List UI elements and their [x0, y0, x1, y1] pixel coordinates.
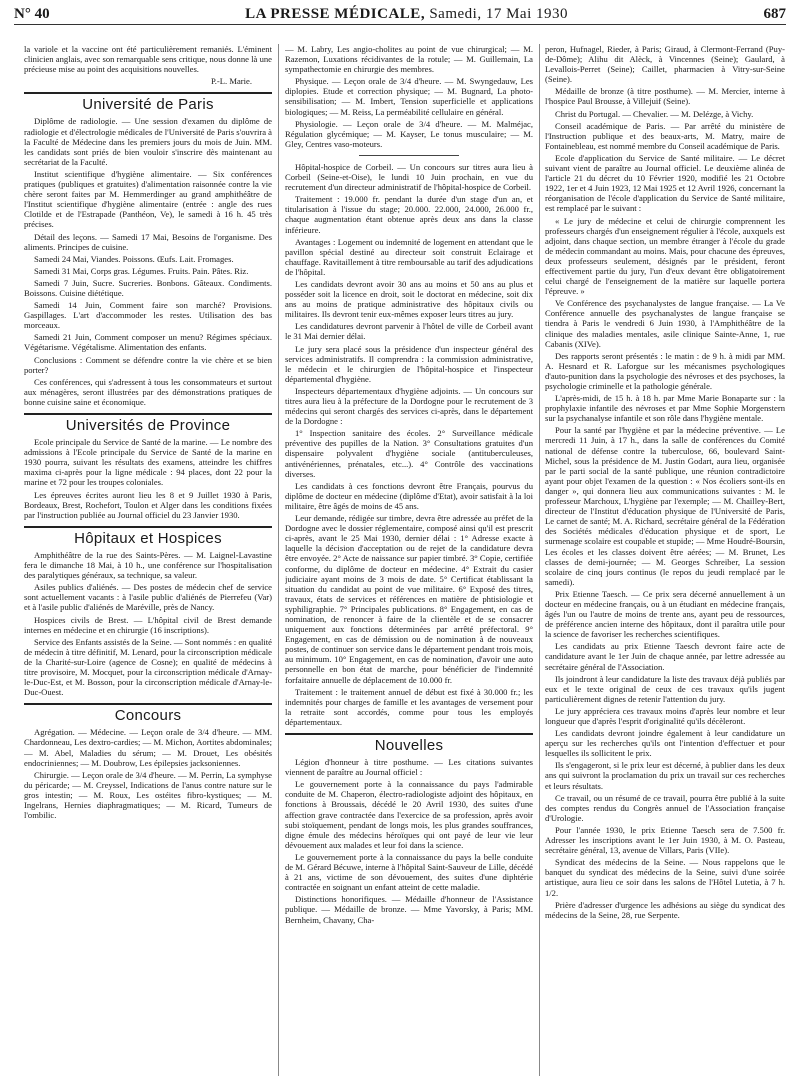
- article-prix: Prix Etienne Taesch. — Ce prix sera décerné annuellement à un docteur en médecine français, ou à un étudiant en médecine français, âgés l'un ou l'autre de moins de trente ans, ayant peu de ressources, de préférence ancien interne des hôpitaux, dont il paraîtra utile pour la science de favoriser les recherches scientifiques.: [545, 588, 785, 640]
- lesson-conclusions: Conclusions : Comment se défendre contre la vie chère et se bien porter?: [24, 354, 272, 375]
- section-rule: [24, 92, 272, 94]
- section-rule: [24, 413, 272, 415]
- column-1: [24, 44, 272, 1078]
- article-diplome: Diplôme de radiologie. — Une session d'examen du diplôme de radiologie et d'électrologie médicales de l'Université de Paris s'ouvrira à la Faculté de Médecine dans les premiers jours du mois de Juin. MM. les candidats sont priés de bien vouloir s'inscrire dès maintenant au secrétariat de la Faculté.: [24, 116, 272, 167]
- article-joindront: Ils joindront à leur candidature la liste des travaux déjà publiés par eux et le texte original de ceux de ces travaux qu'ils jugent particulièrement dignes de retenir l'attention du jury.: [545, 673, 785, 704]
- section-title-hopitaux: Hôpitaux et Hospices: [74, 529, 222, 547]
- separator: [359, 155, 458, 156]
- article-asiles: Asiles publics d'aliénés. — Des postes de médecin chef de service sont actuellement vacants : à l'asile public d'aliénés de Pierrefeu (Var) et à l'asile public d'aliénés de Maréville, près de Nancy.: [24, 582, 272, 613]
- article-gouv1: Le gouvernement porte à la connaissance du pays l'admirable conduite de M. Chaperon, électro-radiologiste adjoint des hôpitaux, en fonctions à Broussais, décédé le 20 Avril 1930, des suites d'une affection grave contractée dans l'exercice de sa profession, après avoir subi stoïquement, pendant de longs mois, les plus grandes souffrances, digne émule des médecins héroïques qui ont payé de leur vie leur dévouement aux malades et leur foi dans la science.: [285, 779, 533, 850]
- column-3: [545, 44, 785, 1078]
- article-jury-prix: Le jury appréciera ces travaux moins d'après leur nombre et leur longueur que d'après l'esprit d'originalité qu'ils décèleront.: [545, 705, 785, 726]
- article-pour-sante: Pour la santé par l'hygiène et par la médecine préventive. — Le mercredi 11 Juin, à 17 h., dans la salle de conférences du Comité national de défense contre la tuberculose, 66, boulevard Saint-Michel, sous la présidence de M. Justin Godart, aura lieu, organisée par le parti social de la santé publique, une réunion contradictoire ayant pour objet l'examen de la question : « Nos écoliers sont-ils en danger », qui donnera lieu aux communications suivantes : M. le professeur Marchoux, L'hygiène par l'exemple; — M. Chailley-Bert, directeur de l'Institut d'éducation physique de l'Université de Paris, Le carnet de santé; M. A. Richard, secrétaire général de la Fédération des Sociétés médicales d'éducation physique et de sport, Le surmenage scolaire est coupable et stupide; — Mme Houdré-Boursin, Les écoles et les classes doivent être aérées; — M. Brunet, Les classes de demi-journée; — M. Georges Schreiber, La session scolaire de cinq jours continus (le repos du jeudi remplacé par le samedi).: [545, 425, 785, 587]
- article-enfants: Service des Enfants assistés de la Seine. — Sont nommés : en qualité de médecin à titre définitif, M. Lenard, pour la circonscription médicale de la Charité-sur-Loire (agence de Cosne); en qualité de médecins à titre provisoire, M. Mocquet, pour la circonscription médicale d'Arnay-le-Duc-Est, et M. Bosson, pour la circonscription médicale d'Arnay-le-Duc-Ouest.: [24, 636, 272, 698]
- article-agregation: Agrégation. — Médecine. — Leçon orale de 3/4 d'heure. — MM. Chardonneau, Les dextro-cardies; — M. Michon, Aortites abdominales; — M. Abel, Maladies du sérum; — M. Drouet, Les obésités endocriniennes; — M. Doubrow, Les épilepsies jacksoniennes.: [24, 727, 272, 768]
- section-title-province: Universités de Province: [65, 417, 231, 434]
- article-chirurgie: Chirurgie. — Leçon orale de 3/4 d'heure. — M. Perrin, La symphyse du péricarde; — M. Creyssel, Indications de l'anus contre nature sur le gros intestin; — M. Roux, Les ostéites fibro-kystiques; — M. Ingelrans, Hernies diaphragmatiques; — M. Ricard, Tumeurs de l'ombilic.: [24, 769, 272, 821]
- article-physiologie: Physiologie. — Leçon orale de 3/4 d'heure. — M. Malméjac, Régulation glycémique; — M. Kayser, Le tonus musculaire; — M. Gley, Centres vaso-moteurs.: [285, 118, 533, 149]
- article-priere: Prière d'adresser d'urgence les adhésions au siège du syndicat des médecins de la Seine, 28, rue Serpente.: [545, 899, 785, 920]
- article-syndicat: Syndicat des médecins de la Seine. — Nous rappelons que le banquet du syndicat des médecins de la Seine, suivi d'une soirée artistique, aura lieu ce soir dans les salons de l'Hôtel Lutetia, à 7 h. 1/2.: [545, 857, 785, 898]
- article-conferences: Ces conférences, qui s'adressent à tous les consommateurs et surtout aux ménagères, seront illustrées par des démonstrations pratiques de bonne cuisine saine et économique.: [24, 376, 272, 407]
- article-resume: Ce travail, ou un résumé de ce travail, pourra être publié à la suite des comptes rendus du Congrès annuel de l'Association française d'Urologie.: [545, 792, 785, 823]
- article-corbeil: Hôpital-hospice de Corbeil. — Un concours sur titres aura lieu à Corbeil (Seine-et-Oise), le lundi 10 Juin prochain, en vue du recrutement d'un directeur administratif de l'hôpital-hospice de Corbeil.: [285, 161, 533, 193]
- issue-number: N° 40: [14, 6, 50, 22]
- lesson-21juin: Samedi 21 Juin, Comment composer un menu? Régimes spéciaux. Végétarisme. Végétalisme. Alimentation des enfants.: [24, 332, 272, 353]
- article-annee: Pour l'année 1930, le prix Etienne Taesch sera de 7.500 fr. Adresser les inscriptions avant le 1er Juin 1930, à M. O. Pasteau, secrétaire général, 13, avenue de Villars, Paris (VIIe).: [545, 824, 785, 856]
- article-inspecteurs: Inspecteurs départementaux d'hygiène adjoints. — Un concours sur titres aura lieu à la préfecture de la Dordogne pour le recrutement de 3 médecins qui seront chargés des services ci-après, dans le département de la Dordogne :: [285, 385, 533, 427]
- article-avantages: Avantages : Logement ou indemnité de logement en attendant que le pavillon spécial destiné au directeur soit construit Eclairage et chauffage. Ravitaillement à titre remboursable au tarif des adjudications de l'hôpital.: [285, 236, 533, 277]
- section-title-nouvelles: Nouvelles: [374, 737, 444, 754]
- article-epreuves: Les épreuves écrites auront lieu les 8 et 9 Juillet 1930 à Paris, Bordeaux, Brest, Rochefort, Toulon et Alger dans les conditions fixées par l'instruction publiée au Journal officiel du 23 Janvier 1930.: [24, 489, 272, 520]
- article-conseil: Conseil académique de Paris. — Par arrêté du ministère de l'Instruction publique et des beaux-arts, M. Matry, maire de Fontainebleau, est nommé membre du Conseil académique de Paris.: [545, 120, 785, 151]
- article-jury: Le jury sera placé sous la présidence d'un inspecteur général des services administratifs. Il comprendra : la commission administrative, le médecin et le chirurgien de l'hôpital-hospice et l'inspecteur départemental d'hygiène.: [285, 343, 533, 384]
- column-divider: [278, 44, 279, 1076]
- lesson-7juin: Samedi 7 Juin, Sucre. Sucreries. Bonbons. Gâteaux. Condiments. Boissons. Cuisine diététique.: [24, 277, 272, 298]
- intro-text: la variole et la vaccine ont été particulièrement remaniés. L'éminent clinicien anglais, avec son remarquable sens critique, nous donne là une précieuse mise au point des acquisitions nouvelles.: [24, 44, 272, 75]
- section-rule: [24, 703, 272, 705]
- column-divider: [539, 44, 540, 1076]
- article-conference: Ve Conférence des psychanalystes de langue française. — La Ve Conférence annuelle des psychanalystes de langue française se tiendra à Paris le vendredi 6 Juin 1930, à l'Amphithéâtre de la clinique des maladies mentales, asile clinique Sainte-Anne, 1, rue Cabanis (XIVe).: [545, 298, 785, 349]
- article-candidats-prix: Les candidats au prix Etienne Taesch devront faire acte de candidature avant le 1er Juin de chaque année, par lettre adressée au secrétaire général de l'Association.: [545, 641, 785, 672]
- article-services: 1° Inspection sanitaire des écoles. 2° Surveillance médicale préventive des pupilles de la Nation. 3° Consultations gratuites d'un dispensaire polyvalent d'hygiène sociale (antituberculeuses, antivénériennes, prénatales, etc...). 4° Contrôle des vaccinations diverses.: [285, 428, 533, 479]
- article-apres-midi: L'après-midi, de 15 h. à 18 h. par Mme Marie Bonaparte sur : la prophylaxie infantile des névroses et par Mme Sophie Morgenstern sur la psychanalyse infantile et son rôle dans l'hygiène mentale.: [545, 393, 785, 424]
- article-demande: Leur demande, rédigée sur timbre, devra être adressée au préfet de la Dordogne avec le dossier réglementaire, composé ainsi qu'il est prescrit ci-après, avant le 25 Mai 1930, dernier délai : 1° Adresse exacte à laquelle la décision d'acceptation ou de rejet de la candidature devra être envoyée. 2° Acte de naissance sur papier timbré. 3° Copie, certifiée conforme, du diplôme de docteur en médecine. 4° Extrait du casier judiciaire ayant moins de 3 mois de date. 5° Certificat établissant la situation du candidat au point de vue militaire. 6° Exposé des titres, travaux, états de services et références en matière de phtisiologie et syphiligraphie. 7° Principales publications. 8° Engagement, en cas de nomination, de renoncer à faire de la clientèle et de se consacrer uniquement aux fonctions déterminées par arrêté préfectoral. 9° Engagement, en cas de démission ou de nomination à de nouveaux postes, de continuer son service dans le département pendant trois mois, au minimum. 10° Engagement, en cas de nomination, d'avoir une auto personnelle en bon état de marche, pour bénéficier de l'indemnité forfaitaire annuelle de déplacement de 10.000 fr.: [285, 513, 533, 685]
- section-title-paris: Université de Paris: [82, 96, 214, 114]
- article-institut: Institut scientifique d'hygiène alimentaire. — Six conférences pratiques (publiques et gratuites) d'alimentation raisonnée contre la vie chère seront faites par M. Hemmerdinger au grand amphithéâtre de l'Institut scientifique d'hygiène alimentaire (entrée : angle des rues Clotilde et de l'Estrapade (Panthéon, Ve), le samedi à 16 h. 45 très précises.: [24, 168, 272, 230]
- article-legion: Légion d'honneur à titre posthume. — Les citations suivantes viennent de paraître au Journal officiel :: [285, 757, 533, 778]
- section-rule: [285, 733, 533, 735]
- article-candidatures: Les candidatures devront parvenir à l'hôtel de ville de Corbeil avant le 31 Mai dernier délai.: [285, 321, 533, 342]
- lesson-24mai: Samedi 24 Mai, Viandes. Poissons. Œufs. Lait. Fromages.: [34, 253, 234, 264]
- article-amphi: Amphithéâtre de la rue des Saints-Pères. — M. Laignel-Lavastine fera le dimanche 18 Mai, à 10 h., une conférence sur l'hospitalisation des paralytiques généraux, sa technique, sa valeur.: [24, 549, 272, 581]
- lesson-14juin: Samedi 14 Juin, Comment faire son marché? Provisions. Gaspillages. L'art d'accommoder les restes. Utilisation des bas morceaux.: [24, 300, 272, 331]
- article-engageront: Ils s'engageront, si le prix leur est décerné, à publier dans les deux ans qui suivront la proclamation du prix un travail sur ces recherches et leurs résultats.: [545, 760, 785, 791]
- section-title-concours: Concours: [114, 707, 182, 725]
- article-traitement: Traitement : 19.000 fr. pendant la durée d'un stage d'un an, et titularisation à l'issue du stage; 20.000. 22.000, 24.000, 26.000 fr., chaque augmentation étant obtenue après deux ans dans la classe inférieure.: [285, 194, 533, 235]
- journal-title: [245, 6, 568, 23]
- journal-name: LA PRESSE MÉDICALE,: [245, 6, 426, 22]
- issue-date: Samedi, 17 Mai 1930: [429, 6, 568, 22]
- page-number: 687: [763, 6, 786, 22]
- page-header: [14, 6, 786, 25]
- article-christ: Christ du Portugal. — Chevalier. — M. Delézge, à Vichy.: [555, 108, 754, 119]
- column-2: [285, 44, 533, 1078]
- intro-signature: P.-L. Marie.: [210, 76, 252, 87]
- lesson-31mai: Samedi 31 Mai, Corps gras. Légumes. Fruits. Pain. Pâtes. Riz.: [34, 265, 249, 276]
- article-fonctions: Les candidats à ces fonctions devront être Français, pourvus du diplôme de docteur en médecine (diplôme d'Etat), avoir satisfait à la loi militaire, être âgés de moins de 45 ans.: [285, 480, 533, 511]
- article-ecole: Ecole principale du Service de Santé de la marine. — Le nombre des admissions à l'Ecole principale du Service de Santé de la marine en 1930 pourra, suivant les résultats des examens, atteindre les chiffres maxima ci-après pour la ligne médicale : 94 places, dont 22 pour la marine et 72 pour les troupes coloniales.: [24, 437, 272, 488]
- article-physique: Physique. — Leçon orale de 3/4 d'heure. — M. Swyngedauw, Les diplopies. Etude et correction physique; — M. Bugnard, La photo-sensibilisation; — M. Imbert, Tension superficielle et applications biologiques; — M. Reiss, La perméabilité cellulaire en général.: [285, 76, 533, 117]
- article-peron: peron, Hufnagel, Rieder, à Paris; Giraud, à Clermont-Ferrand (Puy-de-Dôme); Alihu dit Alèck, à Vincennes (Seine); Gaulard, à Levallois-Perret (Seine); Caillet, pharmacien à Vitry-sur-Seine (Seine).: [545, 44, 785, 85]
- article-rapports: Des rapports seront présentés : le matin : de 9 h. à midi par MM. A. Hesnard et R. Laforgue sur les mécanismes psychologiques d'auto-punition dans la psychologie des névroses et des psychoses, la psychologie criminelle et la pathologie générale.: [545, 350, 785, 391]
- article-traitement2: Traitement : le traitement annuel de début est fixé à 30.000 fr.; les indemnités pour charges de famille et les avantages de versement pour la retraite sont accordés, comme pour tous les employés départementaux.: [285, 686, 533, 727]
- lesson-detail: Détail des leçons. — Samedi 17 Mai, Besoins de l'organisme. Des aliments. Principes de cuisine.: [24, 231, 272, 252]
- article-gouv2: Le gouvernement porte à la connaissance du pays la belle conduite de M. Gérard Bécuwe, interne à l'hôpital Saint-Sauveur de Lille, décédé à 21 ans, victime de son dévouement, des suites d'une diphtérie contractée en soignant un enfant atteint de cette maladie.: [285, 851, 533, 893]
- article-brest: Hospices civils de Brest. — L'hôpital civil de Brest demande internes en médecine et en chirurgie (16 inscriptions).: [24, 614, 272, 635]
- section-rule: [24, 526, 272, 528]
- article-candidats: Les candidats devront avoir 30 ans au moins et 50 ans au plus et posséder soit la licence en droit, soit le doctorat en médecine, soit dix ans au moins de pratique administrative des hôpitaux civils ou militaires. Ils devront tenir eux-mêmes exposer leurs titres au jury.: [285, 278, 533, 320]
- article-distinctions: Distinctions honorifiques. — Médaille d'honneur de l'Assistance publique. — Médaille de bronze. — Mme Yavorsky, à Paris; MM. Bernheim, Chavany, Cha-: [285, 894, 533, 925]
- article-labry: — M. Labry, Les angio-cholites au point de vue chirurgical; — M. Razemon, Luxations récidivantes de la rotule; — M. Guillemain, La sympathectomie en chirurgie des membres.: [285, 44, 533, 75]
- article-jury-med: « Le jury de médecine et celui de chirurgie comprennent les professeurs chargés d'un enseignement régulier à l'école, auxquels est adjoint, dans chaque section, un membre étranger à l'école du grade de médecin commandant au moins. Mais, pour chacune des épreuves, deux professeurs seulement, désignés par le président, feront effectivement partie du jury, l'un d'eux devant être obligatoirement celui chargé de l'enseignement de la matière sur laquelle portera l'épreuve. »: [545, 215, 785, 297]
- article-ecole-app: Ecole d'application du Service de Santé militaire. — Le décret suivant vient de paraître au Journal officiel. Le deuxième alinéa de l'article 21 du décret du 10 Février 1920, modifié les 21 Octobre 1922, 1er et 4 Juin 1923, 12 Mai 1925 et 12 Avril 1926, concernant la réorganisation de l'école d'application du Service de Santé militaire, est remplacé par le suivant :: [545, 152, 785, 214]
- article-medaille: Médaille de bronze (à titre posthume). — M. Mercier, interne à l'hospice Paul Brousse, à Villejuif (Seine).: [545, 86, 785, 107]
- article-indiquer: Les candidats devront joindre également à leur candidature un aperçu sur les recherches qu'ils ont l'intention d'effectuer et pour lesquelles ils sollicitent le prix.: [545, 728, 785, 759]
